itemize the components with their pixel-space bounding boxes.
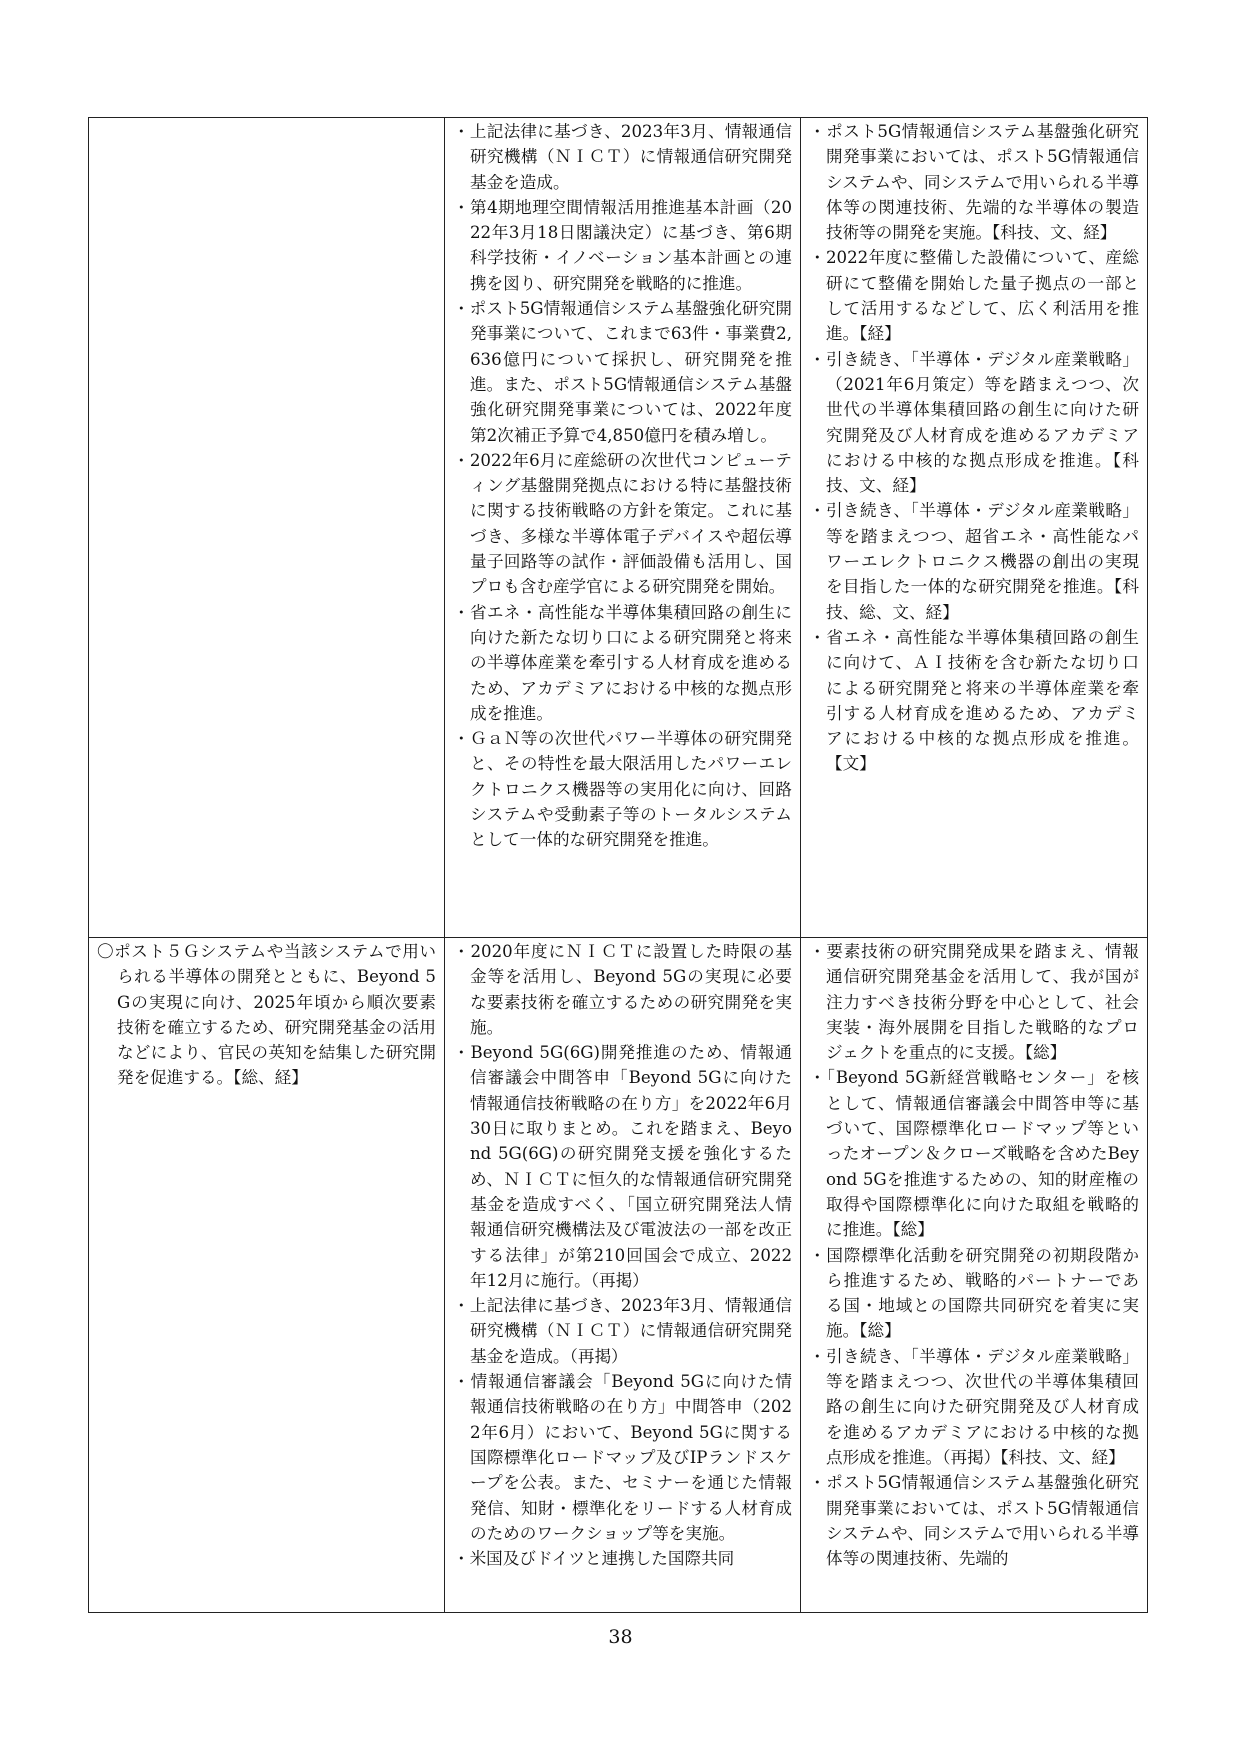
list-item: ・2020年度にＮＩＣＴに設置した時限の基金等を活用し、Beyond 5Gの実現に必要な要素技術を確立するための研究開発を実施。: [453, 942, 792, 1037]
measures-list: [89, 938, 444, 1091]
list-item: ・省エネ・高性能な半導体集積回路の創生に向けて、ＡＩ技術を含む新たな切り口による研究開発と将来の半導体産業を牽引する人材育成を進めるため、アカデミアにおける中核的な拠点形成を推進。【文】: [809, 627, 1139, 774]
list-item: ・引き続き、「半導体・デジタル産業戦略」（2021年6月策定）等を踏まえつつ、次世代の半導体集積回路の創生に向けた研究開発及び人材育成を進めるアカデミアにおける中核的な拠点形成を推進。【科技、文、経】: [809, 349, 1139, 496]
list-item: ・要素技術の研究開発成果を踏まえ、情報通信研究開発基金を活用して、我が国が注力すべき技術分野を中心として、社会実装・海外展開を目指した戦略的なプロジェクトを重点的に支援。【総】: [809, 942, 1139, 1063]
progress-cell: [445, 118, 801, 938]
list-item: ・ＧａＮ等の次世代パワー半導体の研究開発と、その特性を最大限活用したパワーエレクトロニクス機器等の実用化に向け、回路システムや受動素子等のトータルシステムとして一体的な研究開発を推進。: [453, 729, 792, 850]
list-item: ・引き続き、「半導体・デジタル産業戦略」等を踏まえつつ、超省エネ・高性能なパワーエレクトロニクス機器の創出の実現を目指した一体的な研究開発を推進。【科技、総、文、経】: [809, 501, 1139, 622]
table-row: [89, 118, 1148, 938]
page-number: 38: [608, 1626, 633, 1648]
list-item: 〇ポスト５Ｇシステムや当該システムで用いられる半導体の開発とともに、Beyond 5Gの実現に向け、2025年頃から順次要素技術を確立するため、研究開発基金の活用などにより、官民の英知を結集した研究開発を促進する。【総、経】: [97, 942, 436, 1088]
measures-list: [89, 118, 444, 119]
list-item: ・「Beyond 5G新経営戦略センター」を核として、情報通信審議会中間答申等に基づいて、国際標準化ロードマップ等といったオープン＆クローズ戦略を含めたBeyond 5Gを推進するための、知的財産権の取得や国際標準化に向けた取組を戦略的に推進。【総】: [809, 1068, 1139, 1240]
list-item: ・上記法律に基づき、2023年3月、情報通信研究機構（ＮＩＣＴ）に情報通信研究開発基金を造成。（再掲）: [453, 1296, 792, 1366]
measures-cell: [89, 118, 445, 938]
list-item: ・ポスト5G情報通信システム基盤強化研究開発事業においては、ポスト5G情報通信システムや、同システムで用いられる半導体等の関連技術、先端的な半導体の製造技術等の開発を実施。【科技、文、経】: [809, 122, 1139, 243]
list-item: ・ポスト5G情報通信システム基盤強化研究開発事業においては、ポスト5G情報通信システムや、同システムで用いられる半導体等の関連技術、先端的: [809, 1473, 1139, 1569]
list-item: ・2022年6月に産総研の次世代コンピューティング基盤開発拠点における特に基盤技術に関する技術戦略の方針を策定。これに基づき、多様な半導体電子デバイスや超伝導量子回路等の試作・評価設備も活用し、国プロも含む産学官による研究開発を開始。: [453, 450, 792, 597]
list-item: ・省エネ・高性能な半導体集積回路の創生に向けた新たな切り口による研究開発と将来の半導体産業を牽引する人材育成を進めるため、アカデミアにおける中核的な拠点形成を推進。: [453, 602, 792, 723]
list-item: ・Beyond 5G(6G)開発推進のため、情報通信審議会中間答申「Beyond 5Gに向けた情報通信技術戦略の在り方」を2022年6月30日に取りまとめ。これを踏まえ、Beyond 5G(6G)の研究開発支援を強化するため、ＮＩＣＴに恒久的な情報通信研究開発基金を造成すべく、「国立研究開発法人情報通信研究機構法及び電波法の一部を改正する法律」が第210回国会で成立、2022年12月に施行。（再掲）: [453, 1043, 792, 1290]
plan-list: [801, 938, 1147, 1571]
plan-cell: [801, 938, 1148, 1613]
list-item: ・第4期地理空間情報活用推進基本計画（2022年3月18日閣議決定）に基づき、第6期科学技術・イノベーション基本計画との連携を図り、研究開発を戦略的に推進。: [453, 197, 792, 293]
list-item: ・2022年度に整備した設備について、産総研にて整備を開始した量子拠点の一部として活用するなどして、広く利活用を推進。【経】: [809, 248, 1139, 344]
table-row: [89, 938, 1148, 1613]
policy-table: [88, 117, 1148, 1613]
plan-cell: [801, 118, 1148, 938]
progress-cell: [445, 938, 801, 1613]
list-item: ・米国及びドイツと連携した国際共同: [453, 1549, 735, 1569]
list-item: ・国際標準化活動を研究開発の初期段階から推進するため、戦略的パートナーである国・地域との国際共同研究を着実に実施。【総】: [809, 1245, 1139, 1341]
list-item: ・引き続き、「半導体・デジタル産業戦略」等を踏まえつつ、次世代の半導体集積回路の創生に向けた研究開発及び人材育成を進めるアカデミアにおける中核的な拠点形成を推進。（再掲）【科技、文、経】: [809, 1346, 1139, 1467]
progress-list: [445, 938, 800, 1571]
list-item: ・情報通信審議会「Beyond 5Gに向けた情報通信技術戦略の在り方」中間答申（2022年6月）において、Beyond 5Gに関する国際標準化ロードマップ及びIPランドスケープを公表。また、セミナーを通じた情報発信、知財・標準化をリードする人材育成のためのワークショップ等を実施。: [453, 1372, 792, 1543]
measures-cell: [89, 938, 445, 1613]
list-item: ・上記法律に基づき、2023年3月、情報通信研究機構（ＮＩＣＴ）に情報通信研究開発基金を造成。: [453, 122, 792, 192]
list-item: ・ポスト5G情報通信システム基盤強化研究開発事業について、これまで63件・事業費2,636億円について採択し、研究開発を推進。また、ポスト5G情報通信システム基盤強化研究開発事業については、2022年度第2次補正予算で4,850億円を積み増し。: [453, 299, 792, 445]
progress-list: [445, 118, 800, 853]
plan-list: [801, 118, 1147, 777]
